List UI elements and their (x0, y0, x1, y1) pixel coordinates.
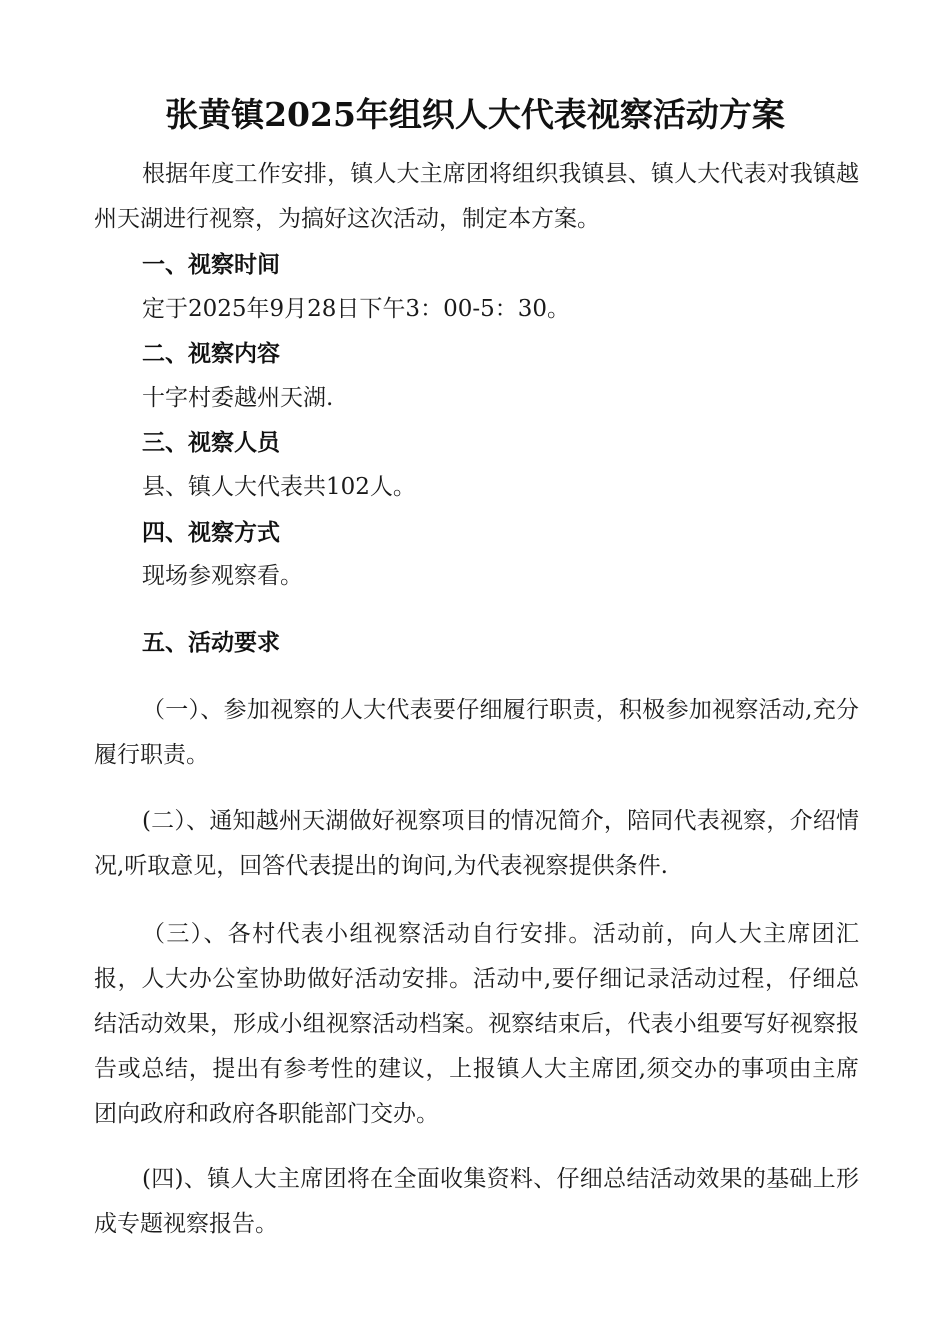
intro-paragraph: 根据年度工作安排，镇人大主席团将组织我镇县、镇人大代表对我镇越州天湖进行视察，为搞好这次活动，制定本方案。 (94, 161, 859, 232)
section-body-content: 十字村委越州天湖. (142, 385, 334, 411)
section-heading-content: 二、视察内容 (142, 340, 280, 367)
document-title: 张黄镇2025年组织人大代表视察活动方案 (165, 95, 785, 134)
section-heading-time: 一、视察时间 (142, 251, 280, 278)
section-heading-personnel: 三、视察人员 (142, 429, 280, 456)
requirement-item-1: （一）、参加视察的人大代表要仔细履行职责，积极参加视察活动,充分履行职责。 (94, 697, 859, 768)
section-body-method: 现场参观察看。 (142, 563, 303, 589)
requirement-item-2: (二）、通知越州天湖做好视察项目的情况简介，陪同代表视察，介绍情况,听取意见，回答代表提出的询问,为代表视察提供条件. (94, 808, 859, 879)
requirement-item-4: (四)、镇人大主席团将在全面收集资料、仔细总结活动效果的基础上形成专题视察报告。 (94, 1166, 859, 1237)
requirement-item-3: （三）、各村代表小组视察活动自行安排。活动前，向人大主席团汇报，人大办公室协助做好活动安排。活动中,要仔细记录活动过程，仔细总结活动效果，形成小组视察活动档案。视察结束后，代表小组要写好视察报告或总结，提出有参考性的建议，上报镇人大主席团,须交办的事项由主席团向政府和政府各职能部门交办。 (94, 921, 859, 1127)
section-heading-requirements: 五、活动要求 (142, 629, 280, 656)
section-body-personnel: 县、镇人大代表共102人。 (142, 474, 416, 500)
section-heading-method: 四、视察方式 (142, 519, 280, 546)
section-body-time: 定于2025年9月28日下午3：00-5：30。 (142, 296, 571, 322)
